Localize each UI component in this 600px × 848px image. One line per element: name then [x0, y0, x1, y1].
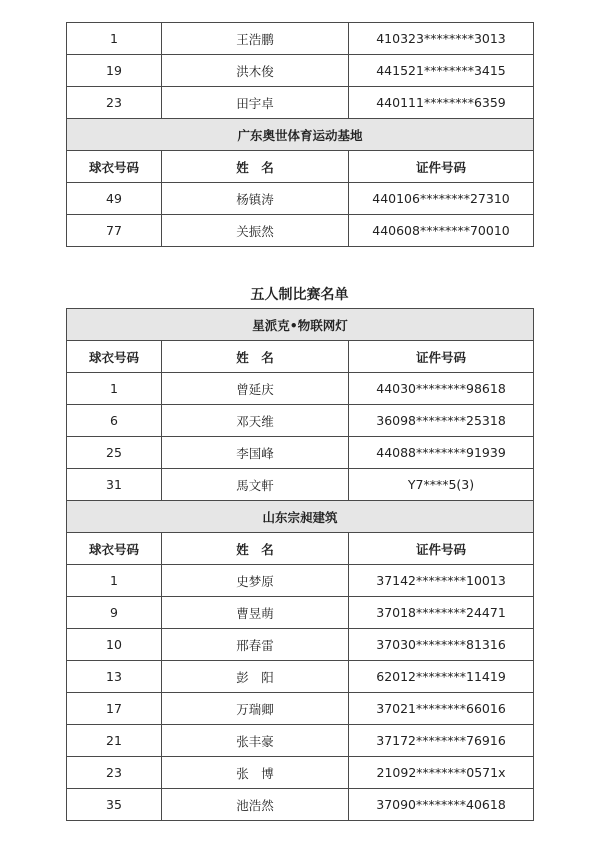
id-number: 37021********66016	[349, 693, 534, 725]
table-row	[67, 215, 534, 247]
id-number: 440106********27310	[349, 183, 534, 215]
team-row	[67, 309, 534, 341]
id-number: 37172********76916	[349, 725, 534, 757]
column-header-row	[67, 151, 534, 183]
jersey-number: 13	[67, 661, 162, 693]
jersey-number: 35	[67, 789, 162, 821]
id-number: 440111********6359	[349, 87, 534, 119]
jersey-number: 31	[67, 469, 162, 501]
table-row	[67, 629, 534, 661]
table-row	[67, 405, 534, 437]
column-header-id: 证件号码	[349, 341, 534, 373]
column-header-id: 证件号码	[349, 151, 534, 183]
column-header-id: 证件号码	[349, 533, 534, 565]
player-name: 李国峰	[162, 437, 349, 469]
table-row	[67, 373, 534, 405]
table-row	[67, 565, 534, 597]
id-number: 441521********3415	[349, 55, 534, 87]
team-row	[67, 119, 534, 151]
jersey-number: 1	[67, 565, 162, 597]
team-row	[67, 501, 534, 533]
column-header-name: 姓 名	[162, 151, 349, 183]
id-number: 440608********70010	[349, 215, 534, 247]
id-number: 44030********98618	[349, 373, 534, 405]
roster-table-top	[66, 22, 534, 247]
table-row	[67, 183, 534, 215]
player-name: 张 博	[162, 757, 349, 789]
jersey-number: 6	[67, 405, 162, 437]
player-name: 池浩然	[162, 789, 349, 821]
table-row	[67, 55, 534, 87]
id-number: 44088********91939	[349, 437, 534, 469]
table-row	[67, 597, 534, 629]
id-number: 62012********11419	[349, 661, 534, 693]
jersey-number: 17	[67, 693, 162, 725]
team-name: 广东奥世体育运动基地	[67, 119, 534, 151]
id-number: 37018********24471	[349, 597, 534, 629]
table-row	[67, 469, 534, 501]
jersey-number: 10	[67, 629, 162, 661]
team-name: 星派克•物联网灯	[67, 309, 534, 341]
column-header-name: 姓 名	[162, 341, 349, 373]
table-row	[67, 789, 534, 821]
column-header-number: 球衣号码	[67, 151, 162, 183]
player-name: 张丰豪	[162, 725, 349, 757]
id-number: 21092********0571x	[349, 757, 534, 789]
column-header-row	[67, 341, 534, 373]
column-header-number: 球衣号码	[67, 341, 162, 373]
player-name: 邓天维	[162, 405, 349, 437]
column-header-row	[67, 533, 534, 565]
id-number: Y7****5(3)	[349, 469, 534, 501]
jersey-number: 23	[67, 757, 162, 789]
player-name: 田宇卓	[162, 87, 349, 119]
player-name: 王浩鹏	[162, 23, 349, 55]
player-name: 洪木俊	[162, 55, 349, 87]
player-name: 史梦原	[162, 565, 349, 597]
jersey-number: 21	[67, 725, 162, 757]
team-name: 山东宗昶建筑	[67, 501, 534, 533]
table-row	[67, 23, 534, 55]
jersey-number: 23	[67, 87, 162, 119]
table-row	[67, 87, 534, 119]
jersey-number: 77	[67, 215, 162, 247]
table-row	[67, 757, 534, 789]
jersey-number: 49	[67, 183, 162, 215]
player-name: 杨镇涛	[162, 183, 349, 215]
table-row	[67, 725, 534, 757]
id-number: 37090********40618	[349, 789, 534, 821]
table-row	[67, 437, 534, 469]
id-number: 37142********10013	[349, 565, 534, 597]
player-name: 万瑞卿	[162, 693, 349, 725]
id-number: 37030********81316	[349, 629, 534, 661]
roster-table-five-a-side	[66, 308, 534, 821]
player-name: 曹昱萌	[162, 597, 349, 629]
jersey-number: 19	[67, 55, 162, 87]
id-number: 36098********25318	[349, 405, 534, 437]
jersey-number: 1	[67, 373, 162, 405]
player-name: 彭 阳	[162, 661, 349, 693]
column-header-name: 姓 名	[162, 533, 349, 565]
player-name: 关振然	[162, 215, 349, 247]
column-header-number: 球衣号码	[67, 533, 162, 565]
player-name: 曾延庆	[162, 373, 349, 405]
player-name: 馬文軒	[162, 469, 349, 501]
table-row	[67, 693, 534, 725]
table-row	[67, 661, 534, 693]
jersey-number: 25	[67, 437, 162, 469]
section-title: 五人制比赛名单	[250, 287, 349, 303]
player-name: 邢春雷	[162, 629, 349, 661]
id-number: 410323********3013	[349, 23, 534, 55]
jersey-number: 9	[67, 597, 162, 629]
jersey-number: 1	[67, 23, 162, 55]
